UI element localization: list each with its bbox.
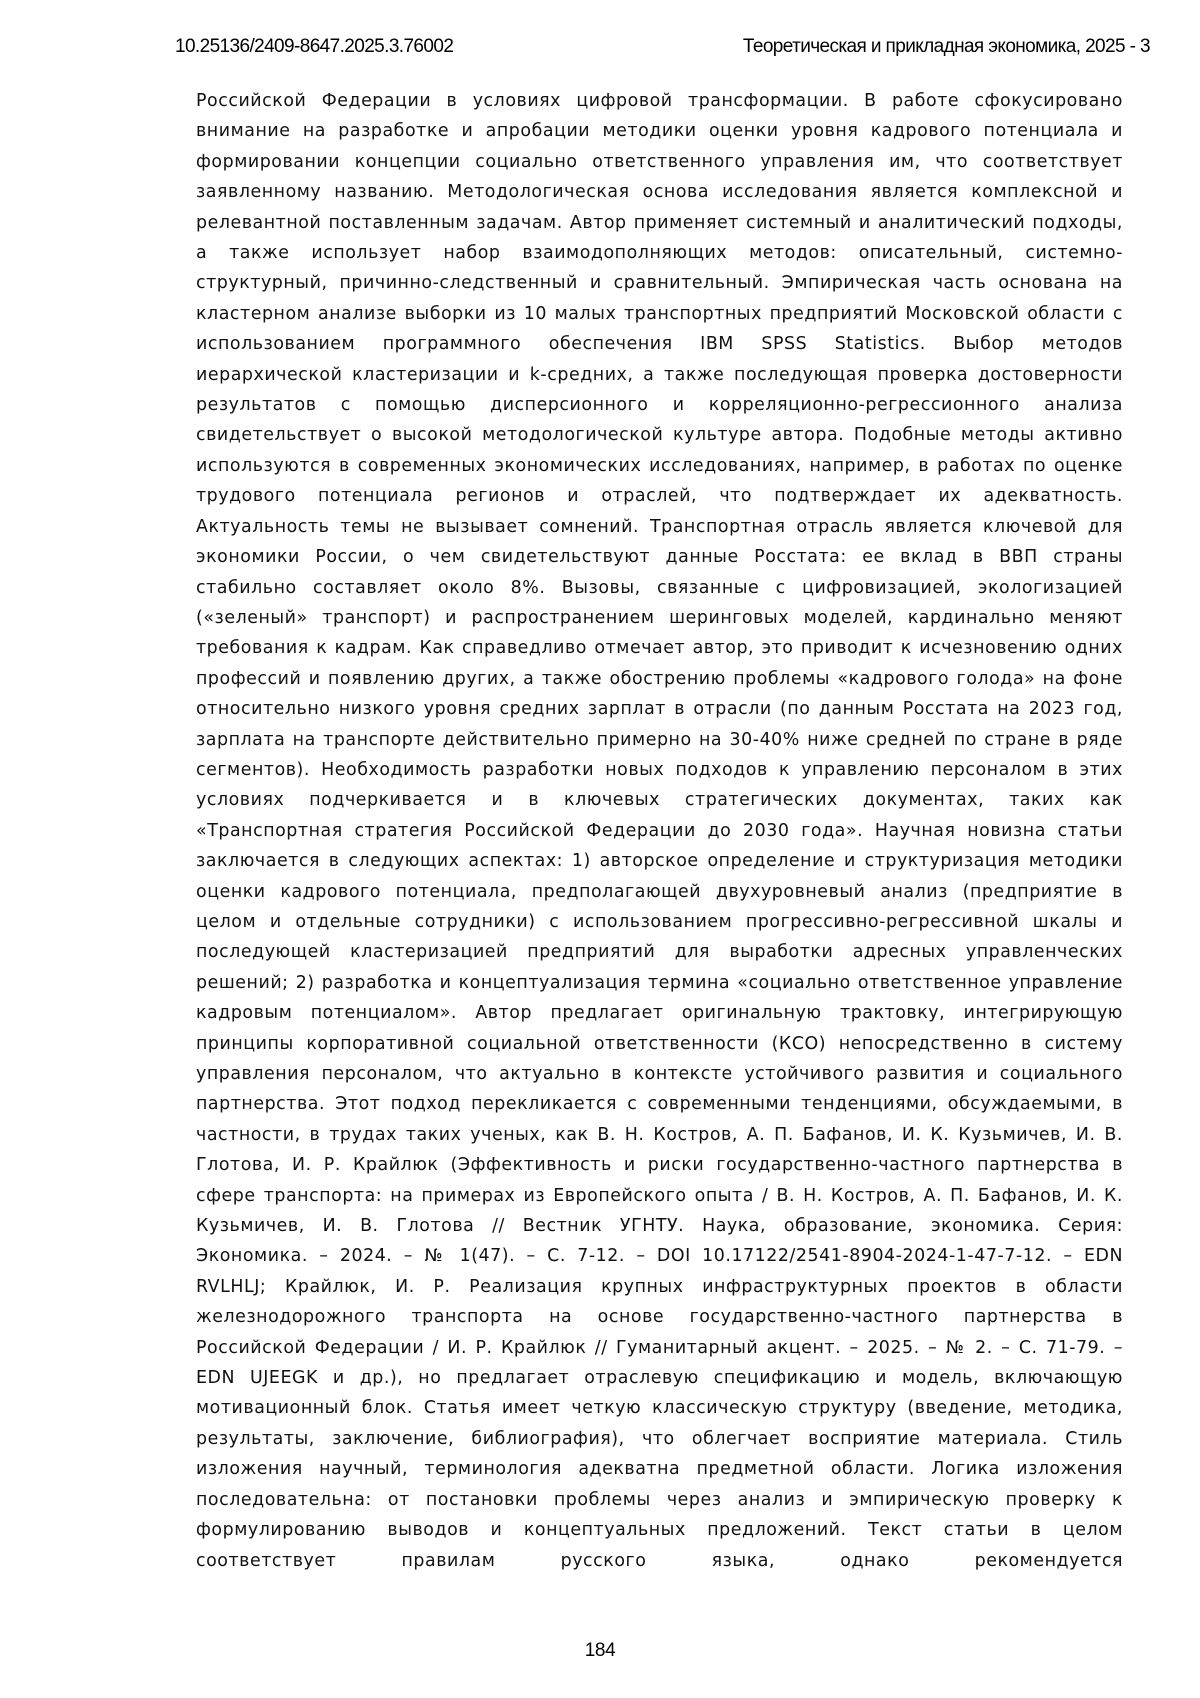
page-number: 184 [0,1640,1200,1662]
article-body-paragraph: Российской Федерации в условиях цифровой трансформации. В работе сфокусировано внимание на разработке и апробации методики оценки уровня кадрового потенциала и формировании концепции социально ответственного управления им, что соответствует заявленному названию. Методологическая основа исследования является комплексной и релевантной поставленным задачам. Автор применяет системный и аналитический подходы, а также использует набор взаимодополняющих методов: описательный, системно-структурный, причинно-следственный и сравнительный. Эмпирическая часть основана на кластерном анализе выборки из 10 малых транспортных предприятий Московской области с использованием программного обеспечения IBM SPSS Statistics. Выбор методов иерархической кластеризации и k-средних, а также последующая проверка достоверности результатов с помощью дисперсионного и корреляционно-регрессионного анализа свидетельствует о высокой методологической культуре автора. Подобные методы активно используются в современных экономических исследованиях, например, в работах по оценке трудового потенциала регионов и отраслей, что подтверждает их адекватность. Актуальность темы не вызывает сомнений. Транспортная отрасль является ключевой для экономики России, о чем свидетельствуют данные Росстата: ее вклад в ВВП страны стабильно составляет около 8%. Вызовы, связанные с цифровизацией, экологизацией («зеленый» транспорт) и распространением шеринговых моделей, кардинально меняют требования к кадрам. Как справедливо отмечает автор, это приводит к исчезновению одних профессий и появлению других, а также обострению проблемы «кадрового голода» на фоне относительно низкого уровня средних зарплат в отрасли (по данным Росстата на 2023 год, зарплата на транспорте действительно примерно на 30-40% ниже средней по стране в ряде сегментов). Необходимость разработки новых подходов к управлению персоналом в этих условиях подчеркивается и в ключевых стратегических документах, таких как «Транспортная стратегия Российской Федерации до 2030 года». Научная новизна статьи заключается в следующих аспектах: 1) авторское определение и структуризация методики оценки кадрового потенциала, предполагающей двухуровневый анализ (предприятие в целом и отдельные сотрудники) с использованием прогрессивно-регрессивной шкалы и последующей кластеризацией предприятий для выработки адресных управленческих решений; 2) разработка и концептуализация термина «социально ответственное управление кадровым потенциалом». Автор предлагает оригинальную трактовку, интегрирующую принципы корпоративной социальной ответственности (КСО) непосредственно в систему управления персоналом, что актуально в контексте устойчивого развития и социального партнерства. Этот подход перекликается с современными тенденциями, обсуждаемыми, в частности, в трудах таких ученых, как В. Н. Костров, А. П. Бафанов, И. К. Кузьмичев, И. В. Глотова, И. Р. Крайлюк (Эффективность и риски государственно-частного партнерства в сфере транспорта: на примерах из Европейского опыта / В. Н. Костров, А. П. Бафанов, И. К. Кузьмичев, И. В. Глотова // Вестник УГНТУ. Наука, образование, экономика. Серия: Экономика. – 2024. – № 1(47). – С. 7-12. – DOI 10.17122/2541-8904-2024-1-47-7-12. – EDN RVLHLJ; Крайлюк, И. Р. Реализация крупных инфраструктурных проектов в области железнодорожного транспорта на основе государственно-частного партнерства в Российской Федерации / И. Р. Крайлюк // Гуманитарный акцент. – 2025. – № 2. – С. 71-79. – EDN UJEEGK и др.), но предлагает отраслевую спецификацию и модель, включающую мотивационный блок. Статья имеет четкую классическую структуру (введение, методика, результаты, заключение, библиография), что облегчает восприятие материала. Стиль изложения научный, терминология адекватна предметной области. Логика изложения последовательна: от постановки проблемы через анализ и эмпирическую проверку к формулированию выводов и концептуальных предложений. Текст статьи в целом соответствует правилам русского языка, однако рекомендуется [196,86,1123,1576]
journal-title: Теоретическая и прикладная экономика, 2025 - 3 [743,36,1150,58]
doi-reference: 10.25136/2409-8647.2025.3.76002 [175,36,453,58]
page-header [175,36,1150,64]
